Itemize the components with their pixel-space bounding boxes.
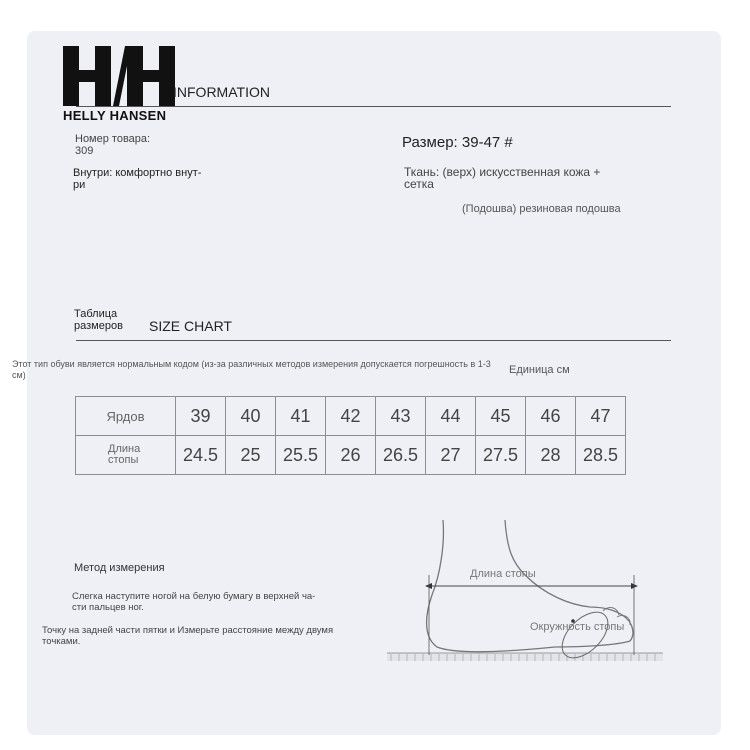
foot-length-cell: 26.5: [376, 436, 426, 475]
foot-length-row-label: Длина стопы: [76, 436, 176, 475]
foot-length-cell: 26: [326, 436, 376, 475]
size-cell: 47: [576, 397, 626, 436]
foot-length-cell: 24.5: [176, 436, 226, 475]
size-chart-divider: [76, 340, 671, 341]
foot-length-cell: 28: [526, 436, 576, 475]
info-divider: [76, 106, 671, 107]
size-row-label: Ярдов: [76, 397, 176, 436]
foot-length-cell: 25.5: [276, 436, 326, 475]
foot-length-row: [76, 436, 626, 475]
foot-diagram: [385, 515, 670, 675]
size-cell: 46: [526, 397, 576, 436]
size-cell: 41: [276, 397, 326, 436]
foot-length-cell: 27.5: [476, 436, 526, 475]
foot-length-cell: 28.5: [576, 436, 626, 475]
size-note: Этот тип обуви является нормальным кодом (из-за различных методов измерения допускается погрешность в 1-3 см): [12, 359, 491, 380]
brand-logo: [63, 46, 175, 123]
sole-material: (Подошва) резиновая подошва: [462, 203, 621, 215]
info-heading-en: INFORMATION: [173, 84, 270, 100]
size-chart-heading-en: SIZE CHART: [149, 318, 232, 334]
size-cell: 42: [326, 397, 376, 436]
size-cell: 44: [426, 397, 476, 436]
size-range: Размер: 39-47 #: [402, 134, 513, 151]
size-cell: 43: [376, 397, 426, 436]
size-table: [75, 396, 626, 475]
foot-length-cell: 25: [226, 436, 276, 475]
inside-material: Внутри: комфортно внут- ри: [73, 167, 202, 191]
size-cell: 39: [176, 397, 226, 436]
foot-length-cell: 27: [426, 436, 476, 475]
foot-girth-label: Окружность стопы: [530, 621, 625, 633]
item-number: Номер товара: 309: [75, 133, 151, 157]
size-cell: 45: [476, 397, 526, 436]
unit-label: Единица см: [509, 364, 570, 376]
size-chart-heading-ru: Таблица размеров: [74, 308, 123, 332]
measurement-step-1: Слегка наступите ногой на белую бумагу в верхней ча- сти пальцев ног.: [72, 591, 316, 613]
fabric-upper: Ткань: (верх) искусственная кожа + сетка: [404, 165, 601, 191]
size-row: [76, 397, 626, 436]
hh-logo-icon: [63, 46, 175, 106]
foot-length-label: Длина стопы: [470, 568, 536, 580]
size-cell: 40: [226, 397, 276, 436]
measurement-heading: Метод измерения: [74, 562, 165, 574]
measurement-step-2: Точку на задней части пятки и Измерьте расстояние между двумя точками.: [42, 625, 334, 647]
foot-outline-icon: [385, 515, 670, 675]
brand-name: HELLY HANSEN: [63, 108, 167, 123]
